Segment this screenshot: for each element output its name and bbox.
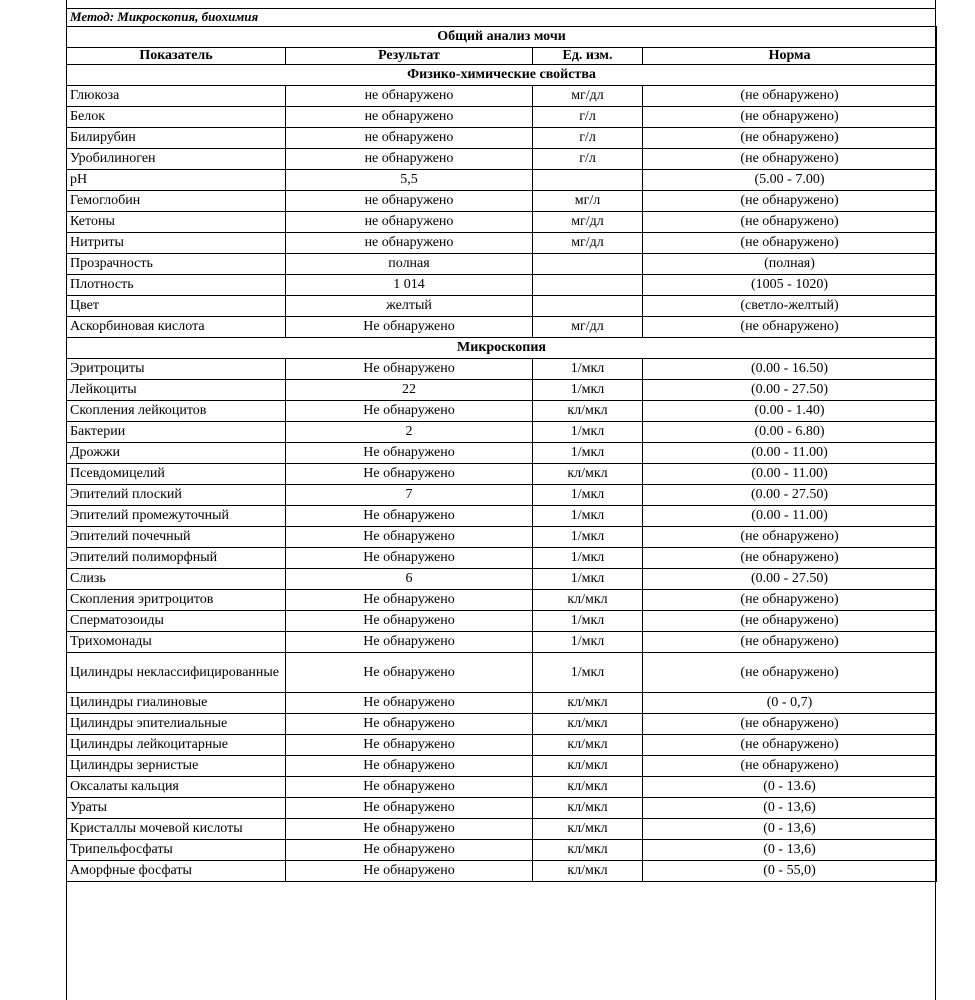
norm-cell: (0.00 - 16.50) — [643, 359, 937, 380]
param-cell: Эпителий почечный — [67, 527, 286, 548]
table-row — [67, 380, 937, 401]
table-row — [67, 86, 937, 107]
table-row — [67, 233, 937, 254]
norm-cell: (не обнаружено) — [643, 548, 937, 569]
result-cell: 5,5 — [286, 170, 533, 191]
result-cell: 6 — [286, 569, 533, 590]
table-row — [67, 401, 937, 422]
unit-cell — [533, 296, 643, 317]
unit-cell: кл/мкл — [533, 756, 643, 777]
unit-cell: кл/мкл — [533, 714, 643, 735]
unit-cell: 1/мкл — [533, 422, 643, 443]
unit-cell: 1/мкл — [533, 485, 643, 506]
result-cell: Не обнаружено — [286, 861, 533, 882]
result-cell: 22 — [286, 380, 533, 401]
norm-cell: (1005 - 1020) — [643, 275, 937, 296]
unit-cell: 1/мкл — [533, 569, 643, 590]
result-cell: Не обнаружено — [286, 359, 533, 380]
result-cell: не обнаружено — [286, 191, 533, 212]
unit-cell: 1/мкл — [533, 653, 643, 693]
unit-cell: 1/мкл — [533, 527, 643, 548]
result-cell: не обнаружено — [286, 149, 533, 170]
result-cell: Не обнаружено — [286, 653, 533, 693]
table-row — [67, 756, 937, 777]
unit-cell: мг/л — [533, 191, 643, 212]
norm-cell: (не обнаружено) — [643, 212, 937, 233]
param-cell: Эпителий полиморфный — [67, 548, 286, 569]
result-cell: Не обнаружено — [286, 819, 533, 840]
unit-cell: кл/мкл — [533, 861, 643, 882]
result-cell: Не обнаружено — [286, 756, 533, 777]
unit-cell: 1/мкл — [533, 443, 643, 464]
table-row — [67, 464, 937, 485]
result-cell: Не обнаружено — [286, 548, 533, 569]
table-row — [67, 254, 937, 275]
param-cell: Трипельфосфаты — [67, 840, 286, 861]
result-cell: 2 — [286, 422, 533, 443]
result-cell: не обнаружено — [286, 212, 533, 233]
param-cell: Аморфные фосфаты — [67, 861, 286, 882]
result-cell: Не обнаружено — [286, 798, 533, 819]
table-row — [67, 107, 937, 128]
norm-cell: (0.00 - 27.50) — [643, 380, 937, 401]
norm-cell: (0.00 - 27.50) — [643, 569, 937, 590]
unit-cell: кл/мкл — [533, 735, 643, 756]
unit-cell: кл/мкл — [533, 798, 643, 819]
section-row — [67, 338, 937, 359]
table-row — [67, 548, 937, 569]
table-row — [67, 819, 937, 840]
unit-cell — [533, 275, 643, 296]
norm-cell: (не обнаружено) — [643, 149, 937, 170]
table-row — [67, 170, 937, 191]
unit-cell: кл/мкл — [533, 777, 643, 798]
result-cell: Не обнаружено — [286, 611, 533, 632]
unit-cell: 1/мкл — [533, 359, 643, 380]
param-cell: Скопления эритроцитов — [67, 590, 286, 611]
table-row — [67, 191, 937, 212]
report-sheet — [66, 0, 936, 1000]
param-cell: Сперматозоиды — [67, 611, 286, 632]
param-cell: Оксалаты кальция — [67, 777, 286, 798]
norm-cell: (не обнаружено) — [643, 632, 937, 653]
param-cell: Ураты — [67, 798, 286, 819]
param-cell: Гемоглобин — [67, 191, 286, 212]
result-cell: не обнаружено — [286, 107, 533, 128]
param-cell: Аскорбиновая кислота — [67, 317, 286, 338]
table-row — [67, 485, 937, 506]
table-row — [67, 693, 937, 714]
header-row — [67, 48, 937, 65]
unit-cell: кл/мкл — [533, 590, 643, 611]
norm-cell: (не обнаружено) — [643, 714, 937, 735]
unit-cell: г/л — [533, 149, 643, 170]
table-title-row — [67, 27, 937, 48]
table-row — [67, 296, 937, 317]
norm-cell: (не обнаружено) — [643, 735, 937, 756]
table-row — [67, 653, 937, 693]
param-cell: Цилиндры лейкоцитарные — [67, 735, 286, 756]
result-cell: не обнаружено — [286, 233, 533, 254]
result-cell: Не обнаружено — [286, 527, 533, 548]
norm-cell: (не обнаружено) — [643, 233, 937, 254]
unit-cell: мг/дл — [533, 233, 643, 254]
unit-cell: 1/мкл — [533, 548, 643, 569]
norm-cell: (не обнаружено) — [643, 527, 937, 548]
param-cell: Нитриты — [67, 233, 286, 254]
table-row — [67, 611, 937, 632]
table-row — [67, 840, 937, 861]
unit-cell: кл/мкл — [533, 819, 643, 840]
param-cell: Трихомонады — [67, 632, 286, 653]
param-cell: Уробилиноген — [67, 149, 286, 170]
norm-cell: (0 - 13.6) — [643, 777, 937, 798]
norm-cell: (0.00 - 11.00) — [643, 464, 937, 485]
table-row — [67, 359, 937, 380]
table-row — [67, 798, 937, 819]
result-cell: не обнаружено — [286, 86, 533, 107]
unit-cell: 1/мкл — [533, 380, 643, 401]
unit-cell: 1/мкл — [533, 632, 643, 653]
table-row — [67, 128, 937, 149]
result-cell: Не обнаружено — [286, 401, 533, 422]
urinalysis-table — [66, 26, 937, 882]
section-title: Физико-химические свойства — [67, 65, 937, 86]
param-cell: Эпителий плоский — [67, 485, 286, 506]
section-title: Микроскопия — [67, 338, 937, 359]
norm-cell: (не обнаружено) — [643, 317, 937, 338]
param-cell: Прозрачность — [67, 254, 286, 275]
param-cell: Цвет — [67, 296, 286, 317]
param-cell: Псевдомицелий — [67, 464, 286, 485]
norm-cell: (5.00 - 7.00) — [643, 170, 937, 191]
unit-cell: мг/дл — [533, 317, 643, 338]
result-cell: Не обнаружено — [286, 735, 533, 756]
norm-cell: (0 - 55,0) — [643, 861, 937, 882]
result-cell: Не обнаружено — [286, 777, 533, 798]
table-row — [67, 777, 937, 798]
param-cell: Эритроциты — [67, 359, 286, 380]
param-cell: Цилиндры эпителиальные — [67, 714, 286, 735]
result-cell: Не обнаружено — [286, 506, 533, 527]
unit-cell — [533, 170, 643, 191]
table-row — [67, 861, 937, 882]
header-result: Результат — [286, 48, 533, 65]
norm-cell: (не обнаружено) — [643, 611, 937, 632]
table-row — [67, 443, 937, 464]
result-cell: Не обнаружено — [286, 590, 533, 611]
result-cell: Не обнаружено — [286, 840, 533, 861]
norm-cell: (полная) — [643, 254, 937, 275]
table-row — [67, 632, 937, 653]
norm-cell: (не обнаружено) — [643, 653, 937, 693]
table-row — [67, 275, 937, 296]
norm-cell: (не обнаружено) — [643, 590, 937, 611]
result-cell: Не обнаружено — [286, 714, 533, 735]
norm-cell: (0 - 13,6) — [643, 840, 937, 861]
unit-cell: 1/мкл — [533, 611, 643, 632]
param-cell: Цилиндры зернистые — [67, 756, 286, 777]
unit-cell: кл/мкл — [533, 464, 643, 485]
table-title: Общий анализ мочи — [67, 27, 937, 48]
table-row — [67, 149, 937, 170]
param-cell: Кристаллы мочевой кислоты — [67, 819, 286, 840]
unit-cell: мг/дл — [533, 212, 643, 233]
norm-cell: (не обнаружено) — [643, 191, 937, 212]
param-cell: Билирубин — [67, 128, 286, 149]
result-cell: не обнаружено — [286, 128, 533, 149]
result-cell: Не обнаружено — [286, 632, 533, 653]
param-cell: Глюкоза — [67, 86, 286, 107]
norm-cell: (не обнаружено) — [643, 756, 937, 777]
table-row — [67, 317, 937, 338]
unit-cell: кл/мкл — [533, 693, 643, 714]
unit-cell: г/л — [533, 128, 643, 149]
unit-cell: кл/мкл — [533, 401, 643, 422]
unit-cell: 1/мкл — [533, 506, 643, 527]
result-cell: желтый — [286, 296, 533, 317]
result-cell: Не обнаружено — [286, 464, 533, 485]
section-row — [67, 65, 937, 86]
result-cell: Не обнаружено — [286, 693, 533, 714]
table-row — [67, 212, 937, 233]
norm-cell: (0.00 - 11.00) — [643, 506, 937, 527]
unit-cell: кл/мкл — [533, 840, 643, 861]
param-cell: Лейкоциты — [67, 380, 286, 401]
table-row — [67, 714, 937, 735]
norm-cell: (0.00 - 6.80) — [643, 422, 937, 443]
header-unit: Ед. изм. — [533, 48, 643, 65]
param-cell: Слизь — [67, 569, 286, 590]
header-norm: Норма — [643, 48, 937, 65]
result-cell: Не обнаружено — [286, 443, 533, 464]
param-cell: Цилиндры неклассифицированные — [67, 653, 286, 693]
norm-cell: (0 - 13,6) — [643, 798, 937, 819]
norm-cell: (не обнаружено) — [643, 107, 937, 128]
param-cell: pH — [67, 170, 286, 191]
norm-cell: (светло-желтый) — [643, 296, 937, 317]
param-cell: Кетоны — [67, 212, 286, 233]
param-cell: Дрожжи — [67, 443, 286, 464]
param-cell: Цилиндры гиалиновые — [67, 693, 286, 714]
param-cell: Плотность — [67, 275, 286, 296]
header-param: Показатель — [67, 48, 286, 65]
table-body — [67, 27, 937, 882]
unit-cell — [533, 254, 643, 275]
table-row — [67, 590, 937, 611]
table-row — [67, 527, 937, 548]
norm-cell: (0.00 - 27.50) — [643, 485, 937, 506]
norm-cell: (0.00 - 11.00) — [643, 443, 937, 464]
unit-cell: г/л — [533, 107, 643, 128]
result-cell: Не обнаружено — [286, 317, 533, 338]
table-row — [67, 735, 937, 756]
param-cell: Скопления лейкоцитов — [67, 401, 286, 422]
table-row — [67, 422, 937, 443]
param-cell: Бактерии — [67, 422, 286, 443]
result-cell: полная — [286, 254, 533, 275]
param-cell: Белок — [67, 107, 286, 128]
method-label: Метод: Микроскопия, биохимия — [70, 9, 259, 24]
norm-cell: (не обнаружено) — [643, 86, 937, 107]
table-row — [67, 506, 937, 527]
norm-cell: (0.00 - 1.40) — [643, 401, 937, 422]
norm-cell: (0 - 13,6) — [643, 819, 937, 840]
norm-cell: (не обнаружено) — [643, 128, 937, 149]
result-cell: 7 — [286, 485, 533, 506]
result-cell: 1 014 — [286, 275, 533, 296]
norm-cell: (0 - 0,7) — [643, 693, 937, 714]
table-row — [67, 569, 937, 590]
param-cell: Эпителий промежуточный — [67, 506, 286, 527]
unit-cell: мг/дл — [533, 86, 643, 107]
